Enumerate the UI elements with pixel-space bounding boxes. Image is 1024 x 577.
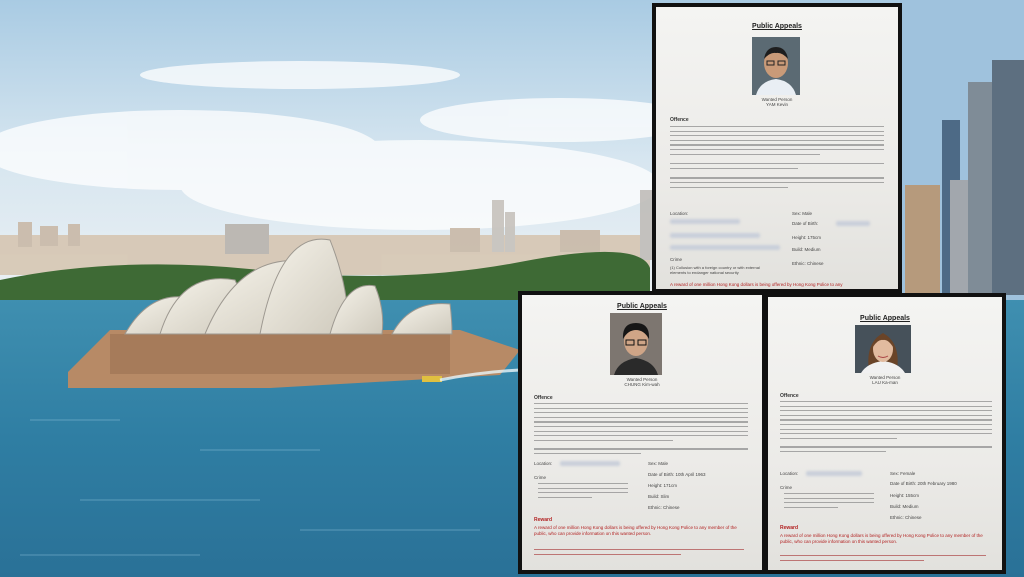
dob-field: Date of Birth: 20th February 1980	[890, 481, 957, 486]
build-field: Build: Slim	[648, 494, 670, 499]
photo-caption: Wanted Person CHUNG Kim-wah	[624, 377, 660, 387]
crime-label: Crime	[780, 485, 792, 490]
ethnic-field: Ethnic: Chinese	[648, 505, 680, 510]
crime-detail	[784, 493, 874, 511]
crime-detail	[538, 483, 628, 501]
sex-field: Sex: Female	[890, 471, 916, 476]
sex-field: Sex: Male	[792, 211, 813, 216]
wanted-flyer-bottom-right	[764, 293, 1006, 574]
redacted-address	[670, 233, 760, 238]
reward-heading: Reward	[780, 525, 799, 531]
wanted-person-photo	[610, 313, 662, 375]
reward-text: A reward of one million Hong Kong dollars is being offered by Hong Kong Police to any member of the public, who can provide information on this wanted person.	[780, 533, 983, 544]
wanted-flyer-bottom-left	[518, 291, 766, 574]
offence-text	[670, 126, 884, 191]
reward-text: A reward of one million Hong Kong dollars is being offered by Hong Kong Police to any member of the public, who can provide information on this wanted person.	[534, 525, 737, 536]
ethnic-field: Ethnic: Chinese	[792, 261, 824, 266]
redacted-location	[670, 219, 740, 224]
photo-caption: Wanted Person LAU Ka-man	[869, 375, 901, 385]
offence-text	[534, 403, 748, 458]
flyer-header: Public Appeals	[860, 315, 910, 322]
build-field: Build: Medium	[792, 247, 821, 252]
right-skyline	[900, 0, 1024, 300]
height-field: Height: 155cm	[890, 493, 920, 498]
location-label: Location:	[780, 471, 799, 476]
wanted-flyer-top	[652, 3, 902, 293]
build-field: Build: Medium	[890, 504, 919, 509]
contact-text	[780, 555, 986, 564]
wanted-person-photo	[752, 37, 800, 95]
height-field: Height: 175cm	[792, 235, 822, 240]
location-label: Location:	[534, 461, 553, 466]
ethnic-field: Ethnic: Chinese	[890, 515, 922, 520]
dob-field: Date of Birth:	[792, 221, 819, 226]
dob-field: Date of Birth: 10th April 1963	[648, 472, 706, 477]
redacted-location	[560, 461, 620, 466]
contact-text	[534, 549, 744, 558]
offence-heading: Offence	[534, 395, 553, 401]
height-field: Height: 171cm	[648, 483, 678, 488]
redacted-line	[670, 245, 780, 250]
redacted-location	[806, 471, 862, 476]
redacted-dob	[836, 221, 870, 226]
location-label: Location:	[670, 211, 689, 216]
flyer-header: Public Appeals	[752, 23, 802, 30]
flyer-header: Public Appeals	[617, 303, 667, 310]
offence-text	[780, 401, 992, 456]
reward-heading: Reward	[534, 517, 553, 523]
offence-heading: Offence	[670, 117, 689, 123]
wanted-person-photo	[855, 325, 911, 373]
sex-field: Sex: Male	[648, 461, 669, 466]
photo-caption: Wanted Person YAM Kevin	[761, 97, 793, 107]
crime-label: Crime	[670, 257, 682, 262]
reward-text: A reward of one million Hong Kong dollars is being offered by Hong Kong Police to any	[670, 282, 843, 287]
offence-heading: Offence	[780, 393, 799, 399]
crime-label: Crime	[534, 475, 546, 480]
boat	[422, 376, 442, 382]
crime-detail: (1) Collusion with a foreign country or with external elements to endanger national security	[670, 265, 760, 275]
